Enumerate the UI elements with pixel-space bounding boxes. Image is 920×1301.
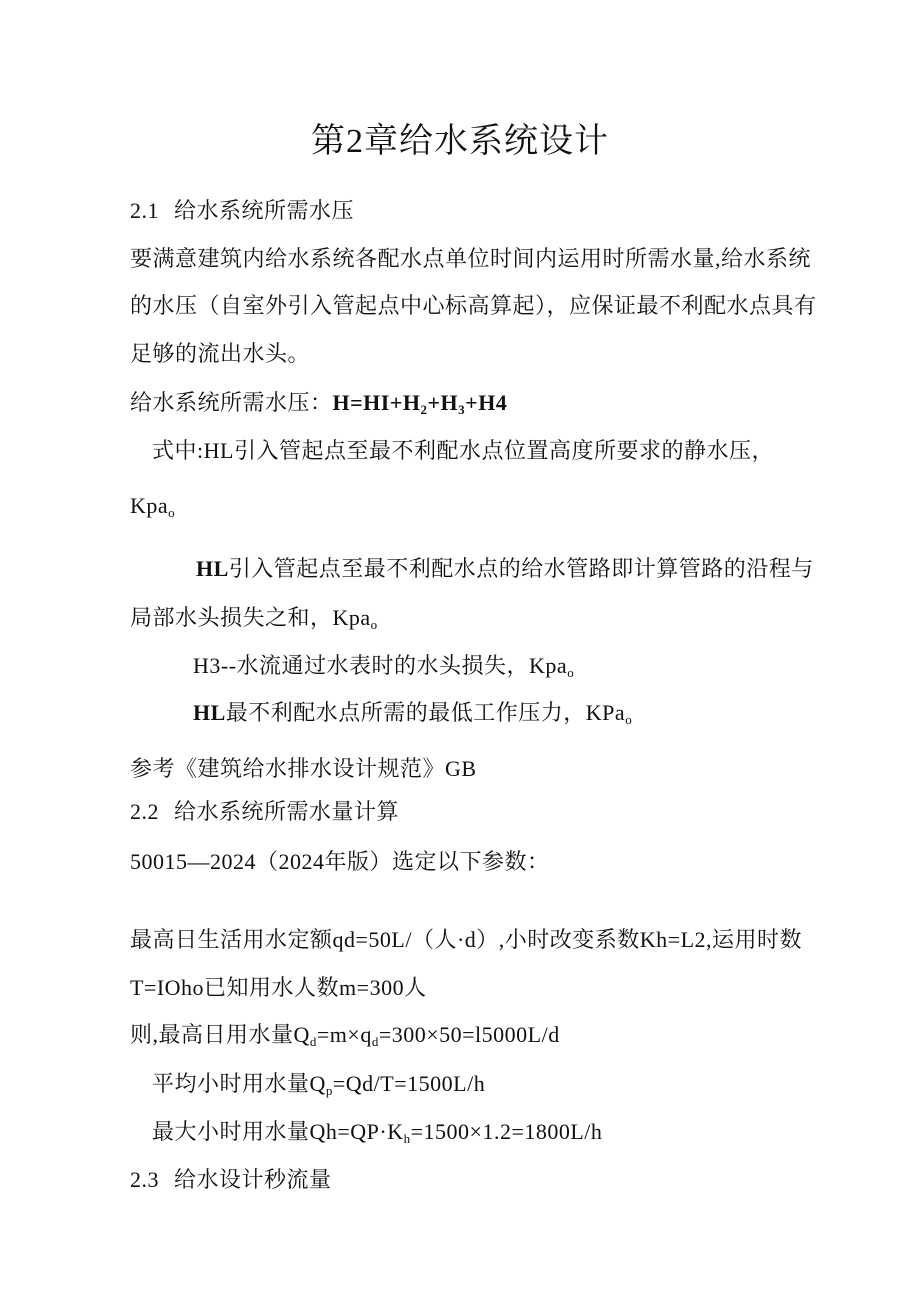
calc-max-hourly: 最大小时用水量$Qh=QP\cdot K_h=1500\times 1.2=1800L/h$ [152,1119,603,1146]
reference-line: 参考《建筑给水排水设计规范》GB [130,756,477,781]
symbol: HL [193,700,226,725]
definition-h4: HL最不利配水点所需的最低工作压力，KPa$_o$ [193,700,633,727]
section-title: 给水设计秒流量 [174,1167,332,1192]
symbol: HL [196,556,229,581]
reference-line-2: 50015—2024（2024年版）选定以下参数： [130,849,550,874]
formula-line [130,388,507,418]
section-heading-2-3 [130,1165,332,1195]
parameters-line: T=IOho已知用水人数m=300人 [130,975,427,1000]
formula-label: 给水系统所需水压： [130,390,333,415]
section-number: 2.3 [130,1167,159,1192]
section-heading-2-1 [130,196,354,226]
definition-h2: HL引入管起点至最不利配水点的给水管路即计算管路的沿程与 [196,556,814,581]
definition-h3: H3--水流通过水表时的水头损失，Kpa$_o$ [193,653,575,680]
parameters-line: 最高日生活用水定额qd=50L/（人·d）,小时改变系数Kh=L2,运用时数 [130,927,803,952]
paragraph-line: 要满意建筑内给水系统各配水点单位时间内运用时所需水量,给水系统 [130,246,812,271]
formula-expression: $H=HI+H_2+H_3+H4$ [332,390,508,417]
chapter-title: 第2章给水系统设计 [311,123,609,160]
section-title: 给水系统所需水量计算 [174,799,400,824]
definition-h1: 式中:HL引入管起点至最不利配水点位置高度所要求的静水压， [152,438,774,463]
definition-h1-unit: Kpa$_o$ [130,493,176,520]
section-number: 2.1 [130,198,159,223]
paragraph-line: 足够的流出水头。 [130,341,311,366]
definition-h2-line2: 局部水头损失之和，Kpa$_o$ [130,605,378,632]
calc-avg-hourly: 平均小时用水量$Q_p=Qd/T=1500L/h$ [152,1071,486,1098]
calc-max-daily: 则,最高日用水量$Q_d=m\times q_d=300\times 50=l5000L/d$ [130,1022,560,1049]
section-number: 2.2 [130,799,159,824]
section-title: 给水系统所需水压 [174,198,355,223]
paragraph-line: 的水压（自室外引入管起点中心标高算起），应保证最不利配水点具有 [130,293,817,318]
section-heading-2-2 [130,797,399,827]
